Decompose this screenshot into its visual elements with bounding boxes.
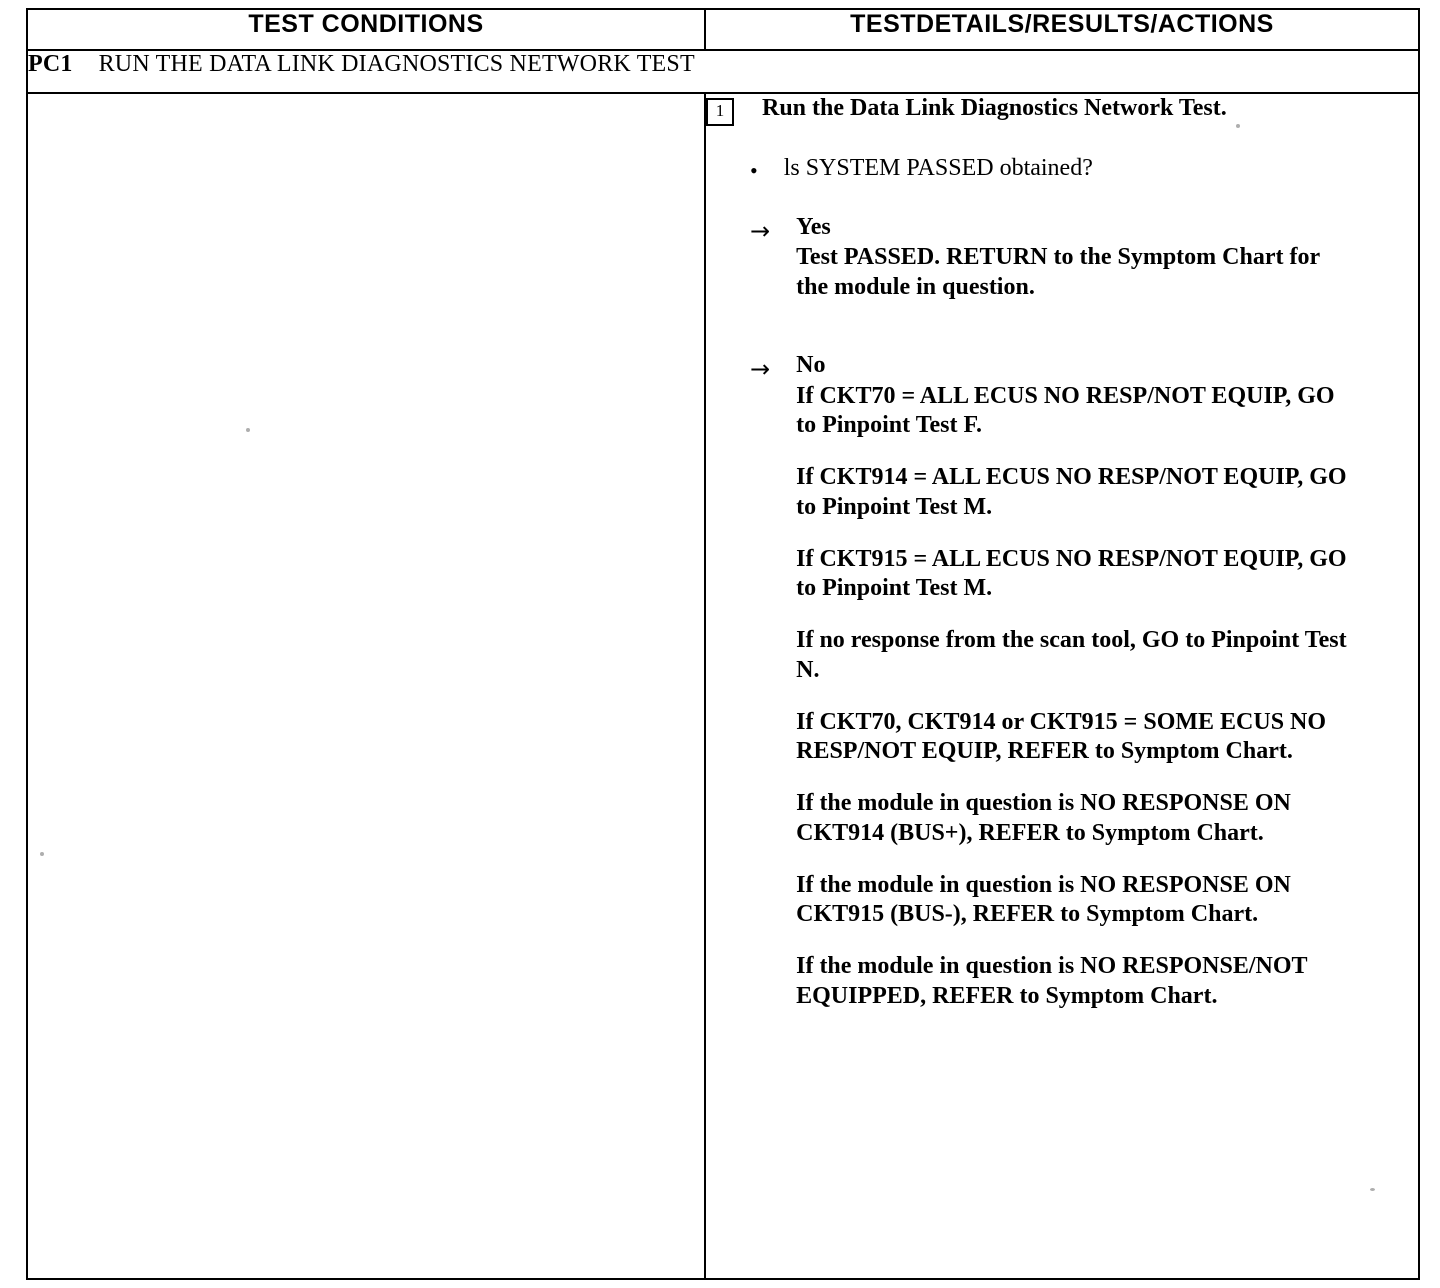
branch-no-paragraph-2: If CKT914 = ALL ECUS NO RESP/NOT EQUIP, GO to Pinpoint Test M. <box>796 464 1347 520</box>
scan-speck <box>1370 1188 1375 1191</box>
branch-no-paragraph-6: If the module in question is NO RESPONSE ON CKT914 (BUS+), REFER to Symptom Chart. <box>796 790 1291 846</box>
arrow-right-icon: → <box>750 354 771 383</box>
column-header-test-conditions: TEST CONDITIONS <box>27 9 705 50</box>
pinpoint-test-table <box>26 8 1420 1280</box>
question-bullet-row <box>750 154 1418 183</box>
branch-no-paragraph-5: If CKT70, CKT914 or CKT915 = SOME ECUS NO RESP/NOT EQUIP, REFER to Symptom Chart. <box>796 708 1327 765</box>
branch-no-body <box>796 351 1356 1012</box>
branch-yes <box>750 213 1418 303</box>
bullet-icon: • <box>750 157 758 183</box>
question-text: ls SYSTEM PASSED obtained? <box>783 154 1093 181</box>
step-number-box: 1 <box>706 98 734 126</box>
branch-no-label: No <box>796 351 826 378</box>
scan-speck <box>40 852 44 856</box>
test-title-cell <box>27 50 1419 93</box>
branch-no-paragraph-4: If no response from the scan tool, GO to Pinpoint Test N. <box>796 627 1347 683</box>
scan-speck <box>1236 124 1240 128</box>
test-title: RUN THE DATA LINK DIAGNOSTICS NETWORK TEST <box>98 50 695 77</box>
branch-yes-body <box>796 213 1356 303</box>
step-1 <box>706 94 1418 126</box>
test-conditions-cell <box>27 93 705 1279</box>
scan-speck <box>246 428 250 432</box>
table-header-row <box>27 9 1419 50</box>
test-details-cell <box>705 93 1419 1279</box>
branch-yes-label: Yes <box>796 213 831 240</box>
branch-no-paragraph-1: If CKT70 = ALL ECUS NO RESP/NOT EQUIP, GO to Pinpoint Test F. <box>796 382 1335 439</box>
branch-yes-paragraph-1: Test PASSED. RETURN to the Symptom Chart for the module in question. <box>796 244 1320 301</box>
test-code: PC1 <box>28 50 73 77</box>
branch-no-paragraph-8: If the module in question is NO RESPONSE/NOT EQUIPPED, REFER to Symptom Chart. <box>796 953 1308 1009</box>
step-instruction: Run the Data Link Diagnostics Network Test. <box>762 94 1227 121</box>
arrow-right-icon: → <box>750 216 771 245</box>
branch-no <box>750 351 1418 1012</box>
branch-no-paragraph-3: If CKT915 = ALL ECUS NO RESP/NOT EQUIP, GO to Pinpoint Test M. <box>796 545 1347 602</box>
branch-no-paragraph-7: If the module in question is NO RESPONSE ON CKT915 (BUS-), REFER to Symptom Chart. <box>796 871 1291 928</box>
column-header-test-details: TESTDETAILS/RESULTS/ACTIONS <box>705 9 1419 50</box>
table-title-row <box>27 50 1419 93</box>
table-body-row <box>27 93 1419 1279</box>
